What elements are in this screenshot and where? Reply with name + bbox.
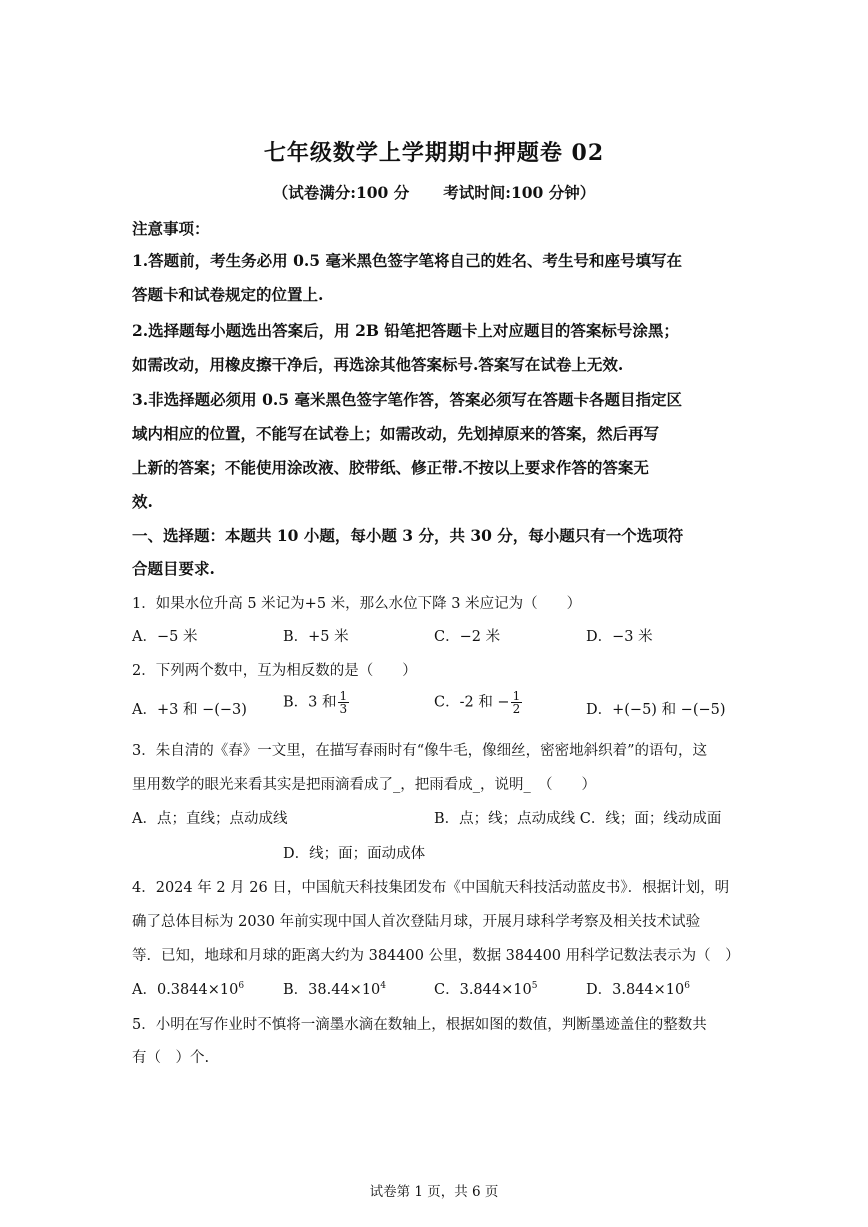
- question-4-stem: 4．2024 年 2 月 26 日，中国航天科技集团发布《中国航天科技活动蓝皮书》．根据计划，明: [132, 880, 730, 896]
- option-text: C．3.844×10: [434, 982, 532, 998]
- q3-option-bc: B．点；线；点动成线 C．线；面；线动成面: [434, 811, 722, 827]
- fraction: [511, 690, 523, 715]
- q3-option-d: D．线；面；面动成体: [283, 846, 426, 862]
- option-text: A．0.3844×10: [132, 982, 239, 998]
- question-4-stem: 确了总体目标为 2030 年前实现中国人首次登陆月球，开展月球科学考察及相关技术试验: [132, 914, 701, 930]
- notes-line: 1.答题前，考生务必用 0.5 毫米黑色签字笔将自己的姓名、考生号和座号填写在: [132, 251, 682, 270]
- q2-option-b: [283, 690, 350, 715]
- notes-line: 上新的答案；不能使用涂改液、胶带纸、修正带.不按以上要求作答的答案无: [132, 458, 649, 477]
- fraction-denominator: 2: [512, 702, 521, 716]
- exponent: 6: [238, 981, 245, 992]
- q2-option-c: [434, 690, 523, 715]
- exponent: 4: [380, 981, 387, 992]
- notes-line: 效.: [132, 492, 153, 511]
- exponent: 5: [531, 981, 538, 992]
- notes-line: 如需改动，用橡皮擦干净后，再选涂其他答案标号.答案写在试卷上无效.: [132, 355, 624, 374]
- notes-heading: 注意事项：: [132, 219, 210, 238]
- notes-line: 2.选择题每小题选出答案后，用 2B 铅笔把答题卡上对应题目的答案标号涂黑；: [132, 321, 679, 340]
- question-1-stem: 1．如果水位升高 5 米记为+5 米，那么水位下降 3 米应记为（ ）: [132, 596, 582, 612]
- q1-option-b: B．+5 米: [283, 629, 349, 645]
- notes-line: 答题卡和试卷规定的位置上.: [132, 285, 324, 304]
- question-5-stem: 5．小明在写作业时不慎将一滴墨水滴在数轴上，根据如图的数值，判断墨迹盖住的整数共: [132, 1017, 707, 1033]
- fraction-numerator: 1: [339, 689, 348, 703]
- exponent: 6: [684, 981, 690, 992]
- question-4-stem: 等．已知，地球和月球的距离大约为 384400 公里，数据 384400 用科学记数法表示为（ ）: [132, 948, 740, 964]
- question-2-stem: 2．下列两个数中，互为相反数的是（ ）: [132, 663, 417, 679]
- notes-line: 3.非选择题必须用 0.5 毫米黑色签字笔作答，答案必须写在答题卡各题目指定区: [132, 390, 682, 409]
- q1-option-d: D．−3 米: [586, 629, 653, 645]
- fraction-numerator: 1: [512, 689, 521, 703]
- fraction-denominator: 3: [339, 702, 348, 716]
- page-title: 七年级数学上学期期中押题卷 02: [263, 140, 605, 166]
- q4-option-b: [283, 978, 386, 999]
- question-5-stem: 有（ ）个.: [132, 1050, 210, 1066]
- q4-option-c: [434, 978, 537, 999]
- score-info: （试卷满分:100 分: [272, 183, 410, 202]
- q4-option-a: [132, 978, 244, 999]
- section-heading: 一、选择题：本题共 10 小题，每小题 3 分，共 30 分，每小题只有一个选项符: [132, 526, 684, 545]
- q4-option-d: [586, 978, 690, 999]
- q2-option-d: D．+(−5) 和 −(−5): [586, 702, 726, 718]
- q2-option-b-text: B．3 和: [283, 694, 337, 711]
- fraction: [338, 690, 350, 715]
- section-heading: 合题目要求.: [132, 559, 215, 578]
- q2-option-c-text: C．-2 和 −: [434, 694, 510, 711]
- q2-option-a: A．+3 和 −(−3): [132, 702, 247, 718]
- time-info: 考试时间:100 分钟）: [443, 183, 596, 202]
- notes-line: 域内相应的位置，不能写在试卷上；如需改动，先划掉原来的答案，然后再写: [132, 424, 660, 443]
- q1-option-a: A．−5 米: [132, 629, 198, 645]
- q3-option-a: A．点；直线；点动成线: [132, 811, 288, 827]
- option-text: B．38.44×10: [283, 982, 381, 998]
- exam-info: [0, 181, 868, 203]
- option-text: D．3.844×10: [586, 982, 685, 998]
- q1-option-c: C．−2 米: [434, 629, 501, 645]
- question-3-stem: 3．朱自清的《春》一文里，在描写春雨时有“像牛毛，像细丝，密密地斜织着”的语句，这: [132, 743, 708, 759]
- page-footer: 试卷第 1 页，共 6 页: [369, 1184, 499, 1200]
- question-3-stem: 里用数学的眼光来看其实是把雨滴看成了_，把雨看成_，说明_ （ ）: [132, 777, 596, 793]
